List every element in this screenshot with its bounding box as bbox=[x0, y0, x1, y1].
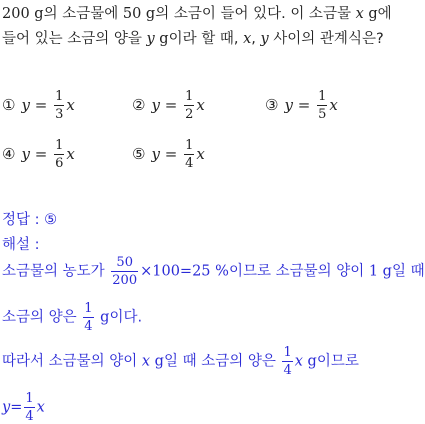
option-2[interactable]: ② y = $\frac{1}{2}$ x bbox=[132, 89, 205, 122]
unit: g bbox=[363, 6, 378, 22]
option-5[interactable]: ⑤ y = $\frac{1}{4}$ x bbox=[132, 138, 205, 171]
option-marker: ④ bbox=[2, 145, 16, 163]
answer-label: 정답 : bbox=[2, 212, 45, 228]
option-marker: ③ bbox=[265, 96, 279, 114]
explanation-line-2: 소금의 양은 $\frac{1}{4}$ g이다. bbox=[2, 301, 143, 334]
text: 에 bbox=[377, 6, 392, 22]
variable: x bbox=[355, 6, 364, 22]
number: 200 bbox=[2, 6, 30, 22]
unit: g bbox=[141, 6, 156, 22]
question-line-2 bbox=[2, 27, 384, 48]
unit: g bbox=[29, 6, 44, 22]
explanation-label: 해설 : bbox=[2, 237, 40, 253]
text: 의 소금물에 bbox=[43, 6, 123, 22]
unit: g bbox=[154, 31, 169, 47]
question-line-1 bbox=[2, 2, 392, 23]
variable: y bbox=[260, 31, 269, 47]
option-3[interactable]: ③ y = $\frac{1}{5}$ x bbox=[265, 89, 338, 122]
number: 50 bbox=[122, 6, 142, 22]
variable: x bbox=[243, 31, 252, 47]
option-marker: ⑤ bbox=[132, 145, 146, 163]
text: 들어 있는 소금의 양을 bbox=[2, 31, 147, 47]
variable: y bbox=[146, 31, 155, 47]
option-4[interactable]: ④ y = $\frac{1}{6}$ x bbox=[2, 138, 75, 171]
text: 의 소금이 들어 있다. 이 소금물 bbox=[155, 6, 356, 22]
option-marker: ① bbox=[2, 96, 16, 114]
text: 이라 할 때, bbox=[168, 31, 244, 47]
explanation-line-1: 소금물의 농도가 $\frac{50}{200}$ ×100=25 %이므로 소금물의 양이 1 g일 때 bbox=[2, 255, 425, 288]
text: , bbox=[251, 31, 261, 47]
answer bbox=[2, 208, 57, 229]
explanation-line-4: y= $\frac{1}{4}$ x bbox=[2, 391, 45, 424]
explanation-line-3: 따라서 소금물의 양이 x g일 때 소금의 양은 $\frac{1}{4}$ x g이므로 bbox=[2, 345, 359, 378]
answer-value: ⑤ bbox=[44, 212, 58, 228]
text: 사이의 관계식은? bbox=[268, 31, 384, 47]
option-marker: ② bbox=[132, 96, 146, 114]
option-1[interactable]: ① y = $\frac{1}{3}$ x bbox=[2, 89, 75, 122]
